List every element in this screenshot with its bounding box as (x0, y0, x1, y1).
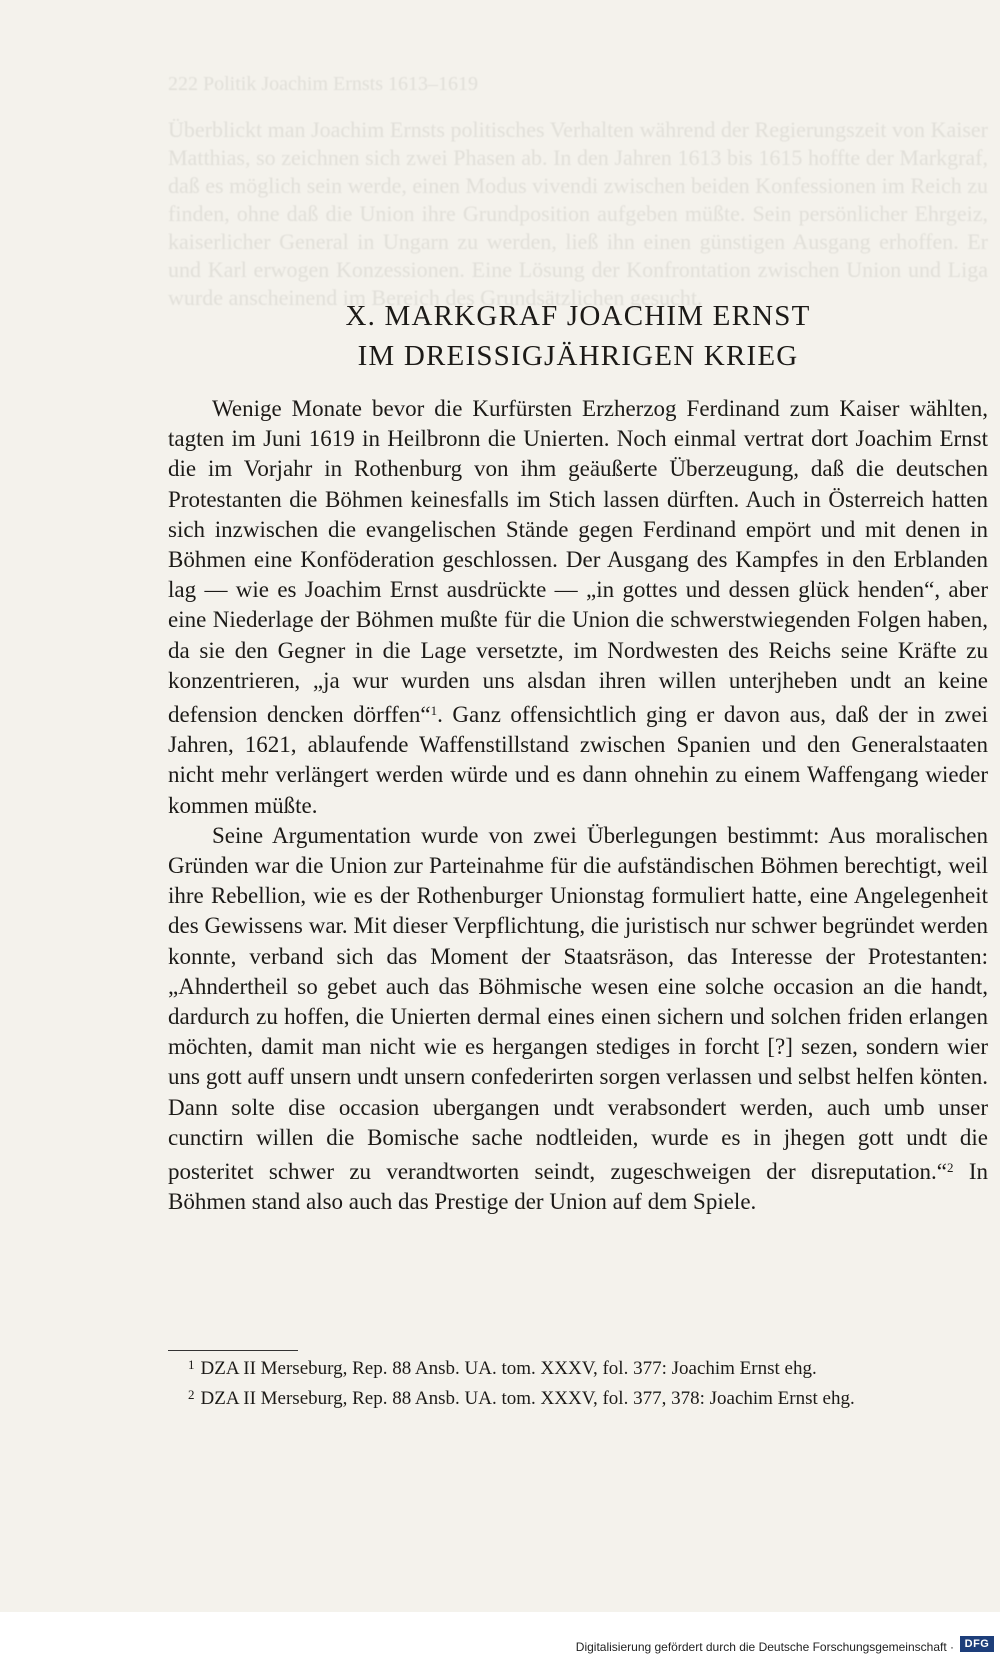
body-text (168, 394, 988, 1217)
paragraph-2-text-a: Seine Argumentation wurde von zwei Überlegungen bestimmt: Aus moralischen Gründen war die Union zur Parteinahme für die aufständischen Böhmen berechtigt, weil ihre Rebellion, wie es der Rothenburger Unionstag formuliert hatte, eine Angelegenheit des Gewissens war. Mit dieser Verpflichtung, die juristisch nur schwer begründet werden konnte, verband sich das Moment der Staatsräson, das Interesse der Protestanten: „Ahndertheil so gebet auch das Böhmische wesen eine solche occasion an die handt, dardurch zu hoffen, die Unierten dermal eines einen sichern und solchen friden erlangen möchten, damit man nicht wie es hergangen stediges in forcht [?] sezen, sondern wier uns gott auff unsern undt unsern confederirten sorgen verlassen und selbst helfen könten. Dann solte dise occasion ubergangen undt verabsondert werden, auch umb unser cunctirn willen die Bomische sache nodtleiden, wurde es in jhegen gott undt die posteritet schwer zu verandtworten seindt, zugeschweigen der disreputation.“ (168, 822, 988, 1185)
footnote-2 (168, 1382, 988, 1412)
footnote-1-marker: 1 (188, 1357, 195, 1372)
paragraph-2-text-b: In Böhmen stand also auch das Prestige der Union auf dem Spiele. (168, 1159, 988, 1215)
paragraph-2 (168, 821, 988, 1218)
footnotes (168, 1352, 988, 1412)
bleed-through-header: 222 Politik Joachim Ernsts 1613–1619 (168, 73, 478, 95)
paragraph-1-text-a: Wenige Monate bevor die Kurfürsten Erzherzog Ferdinand zum Kaiser wählten, tagten im Juni 1619 in Heilbronn die Unierten. Noch einmal vertrat dort Joachim Ernst die im Vorjahr in Rothenburg von ihm geäußerte Überzeugung, daß die deutschen Protestanten die Böhmen keinesfalls im Stich lassen dürften. Auch in Österreich hatten sich inzwischen die evangelischen Stände gegen Ferdinand empört und mit denen in Böhmen eine Konföderation geschlossen. Der Ausgang des Kampfes in den Erblanden lag — wie es Joachim Ernst ausdrückte — „in gottes und dessen glück henden“, aber eine Niederlage der Böhmen mußte für die Union die schwerstwiegenden Folgen haben, da sie den Gegner in die Lage versetzte, im Nordwesten des Reichs seine Kräfte zu konzentrieren, „ja wur wurden uns alsdan ihren willen unterjheben undt an keine defension dencken dörffen“ (168, 396, 988, 728)
chapter-title-line-2: IM DREISSIGJÄHRIGEN KRIEG (357, 340, 799, 372)
footnote-1-text: DZA II Merseburg, Rep. 88 Ansb. UA. tom. XXXV, fol. 377: Joachim Ernst ehg. (200, 1358, 817, 1379)
dfg-logo: DFG (960, 1636, 994, 1652)
paragraph-1 (168, 394, 988, 821)
chapter-title-line-1: X. MARKGRAF JOACHIM ERNST (345, 300, 811, 332)
footnote-reference-1: 1 (430, 703, 438, 719)
chapter-title (168, 296, 988, 376)
footnote-1 (168, 1352, 988, 1382)
bleed-through-text: Überblickt man Joachim Ernsts politisches Verhalten während der Regierungszeit von Kaiser Matthias, so zeichnen sich zwei Phasen ab. In den Jahren 1613 bis 1615 hoffte der Markgraf, daß es möglich sein werde, einen Modus vivendi zwischen beiden Konfessionen im Reich zu finden, ohne daß die Union ihre Grundposition aufgeben müßte. Sein persönlicher Ehrgeiz, kaiserlicher General in Ungarn zu werden, ließ ihn einen günstigen Ausgang erhoffen. Er und Karl erwogen Konzessionen. Eine Lösung der Konfrontation zwischen Union und Liga wurde anscheinend im Bereich des Grundsätzlichen gesucht. (168, 117, 988, 310)
footnote-2-text: DZA II Merseburg, Rep. 88 Ansb. UA. tom. XXXV, fol. 377, 378: Joachim Ernst ehg. (200, 1388, 855, 1409)
footnote-divider (168, 1350, 298, 1351)
paragraph-1-text-b: . Ganz offensichtlich ging er davon aus, daß der in zwei Jahren, 1621, ablaufende Waffenstillstand zwischen Spanien und den Generalstaaten nicht mehr verlängert werden würde und es dann ohnehin zu einem Waffengang wieder kommen müßte. (168, 702, 988, 818)
footnote-2-marker: 2 (188, 1387, 195, 1402)
funding-credit: Digitalisierung gefördert durch die Deutsche Forschungsgemeinschaft · (575, 1640, 954, 1654)
footnote-reference-2: 2 (947, 1160, 954, 1176)
